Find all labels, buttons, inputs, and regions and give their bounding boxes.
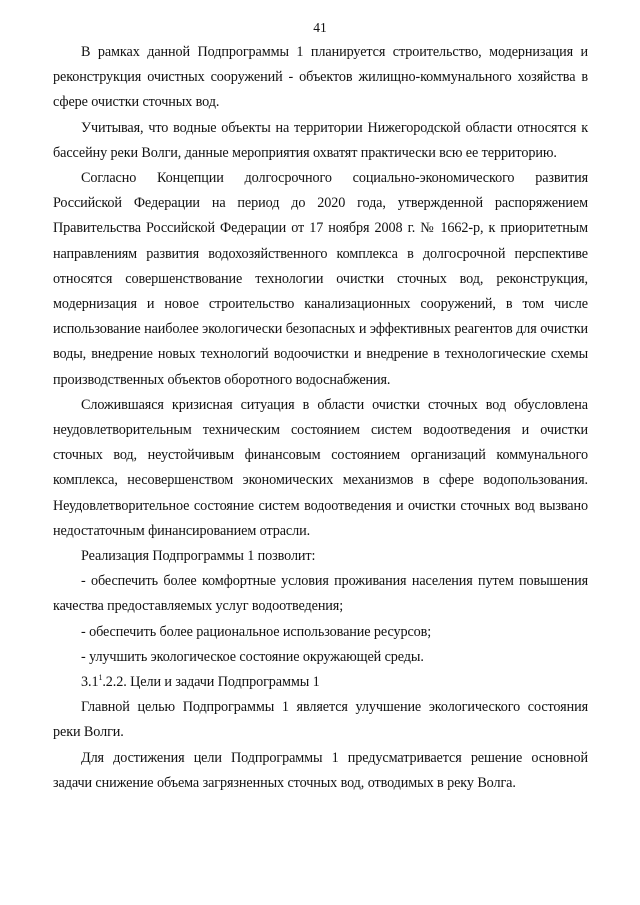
section-heading-suffix: .2.2. Цели и задачи Подпрограммы 1 (102, 674, 320, 691)
paragraph-implementation-intro: Реализация Подпрограммы 1 позволит: (81, 548, 316, 565)
list-item-ecology: - улучшить экологическое состояние окружающей среды. (81, 648, 424, 665)
paragraph-main-task: Для достижения цели Подпрограммы 1 предусматривается решение основной задачи снижение объема загрязненных сточных вод, отводимых в реку Волга. (53, 749, 588, 791)
paragraph-concept-priorities: Согласно Концепции долгосрочного социально-экономического развития Российской Федерации на период до 2020 года, утвержденной распоряжением Правительства Российской Федерации от 17 ноября 2008 г. № 1662-р, к приоритетным направлениям развития водохозяйственного комплекса в долгосрочной перспективе относятся совершенствование технологии очистки сточных вод, реконструкция, модернизация и новое строительство канализационных сооружений, в том числе использование наиболее экологически безопасных и эффективных реагентов для очистки воды, внедрение новых технологий водоочистки и внедрение в технологические схемы производственных объектов оборотного водоснабжения. (53, 170, 588, 388)
document-body (53, 40, 588, 796)
section-heading-prefix: 3.1 (81, 674, 99, 691)
paragraph-construction-plans: В рамках данной Подпрограммы 1 планируется строительство, модернизация и реконструкция очистных сооружений - объектов жилищно-коммунального хозяйства в сфере очистки сточных вод. (53, 44, 588, 111)
paragraph-volga-basin: Учитывая, что водные объекты на территории Нижегородской области относятся к бассейну реки Волги, данные мероприятия охватят практически всю ее территорию. (53, 119, 588, 161)
section-heading (53, 670, 588, 695)
list-item-comfort: - обеспечить более комфортные условия проживания населения путем повышения качества предоставляемых услуг водоотведения; (53, 573, 588, 615)
paragraph-crisis-situation: Сложившаяся кризисная ситуация в области очистки сточных вод обусловлена неудовлетворительным техническим состоянием систем водоотведения и очистки сточных вод, неустойчивым финансовым состоянием организаций коммунального комплекса, несовершенством экономических механизмов в сфере водопользования. Неудовлетворительное состояние систем водоотведения и очистки сточных вод вызвано недостаточным финансированием отрасли. (53, 396, 588, 539)
page-number: 41 (313, 20, 327, 35)
list-item-resources: - обеспечить более рациональное использование ресурсов; (81, 623, 432, 640)
paragraph-main-goal: Главной целью Подпрограммы 1 является улучшение экологического состояния реки Волги. (53, 699, 588, 741)
section-heading-superscript: 1 (98, 673, 103, 683)
